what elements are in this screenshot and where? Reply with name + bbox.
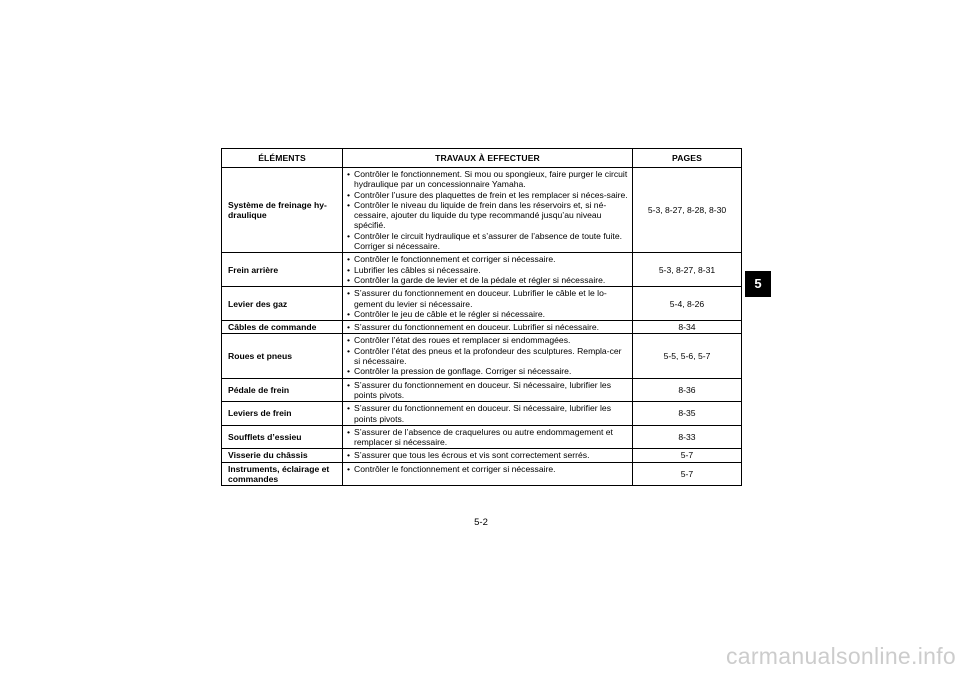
- table-row: [222, 402, 742, 426]
- task-item: • Contrôler l’état des pneus et la profondeur des sculptures. Rempla-cer si nécessaire.: [345, 346, 628, 367]
- element-cell: Câbles de commande: [222, 321, 343, 334]
- tasks-cell: [343, 378, 633, 402]
- pages-cell: 5-4, 8-26: [633, 287, 742, 321]
- page-number: 5-2: [474, 517, 488, 528]
- maintenance-table: [221, 148, 742, 486]
- element-cell: Système de freinage hy-draulique: [222, 168, 343, 253]
- pages-cell: 8-34: [633, 321, 742, 334]
- task-item: • Contrôler le circuit hydraulique et s’assurer de l’absence de toute fuite. Corriger si nécessaire.: [345, 231, 628, 252]
- tasks-cell: [343, 287, 633, 321]
- task-item: • S’assurer du fonctionnement en douceur. Lubrifier si nécessaire.: [345, 322, 628, 332]
- table-row: [222, 287, 742, 321]
- table-row: [222, 425, 742, 449]
- task-item: • S’assurer de l’absence de craquelures ou autre endommagement et remplacer si nécessaire.: [345, 427, 628, 448]
- task-item: • Lubrifier les câbles si nécessaire.: [345, 265, 628, 275]
- pages-cell: 5-7: [633, 449, 742, 462]
- pages-cell: 8-36: [633, 378, 742, 402]
- chapter-tab: 5: [745, 271, 771, 297]
- table-row: [222, 462, 742, 486]
- tasks-cell: [343, 321, 633, 334]
- table-row: [222, 449, 742, 462]
- table-row: [222, 378, 742, 402]
- pages-cell: 5-5, 5-6, 5-7: [633, 334, 742, 378]
- element-cell: Leviers de frein: [222, 402, 343, 426]
- table-row: [222, 334, 742, 378]
- task-item: • Contrôler le fonctionnement et corriger si nécessaire.: [345, 254, 628, 264]
- column-header-elements: ÉLÉMENTS: [222, 149, 343, 168]
- task-item: • S’assurer du fonctionnement en douceur. Lubrifier le câble et le lo-gement du levier si nécessaire.: [345, 288, 628, 309]
- element-cell: Soufflets d’essieu: [222, 425, 343, 449]
- tasks-cell: [343, 253, 633, 287]
- pages-cell: 8-35: [633, 402, 742, 426]
- column-header-tasks: TRAVAUX À EFFECTUER: [343, 149, 633, 168]
- element-cell: Pédale de frein: [222, 378, 343, 402]
- pages-cell: 5-7: [633, 462, 742, 486]
- pages-cell: 5-3, 8-27, 8-28, 8-30: [633, 168, 742, 253]
- element-cell: Frein arrière: [222, 253, 343, 287]
- tasks-cell: [343, 334, 633, 378]
- table-row: [222, 321, 742, 334]
- pages-cell: 5-3, 8-27, 8-31: [633, 253, 742, 287]
- task-item: • Contrôler l’usure des plaquettes de frein et les remplacer si néces-saire.: [345, 190, 628, 200]
- task-item: • S’assurer que tous les écrous et vis sont correctement serrés.: [345, 450, 628, 460]
- task-item: • S’assurer du fonctionnement en douceur. Si nécessaire, lubrifier les points pivots.: [345, 380, 628, 401]
- tasks-cell: [343, 168, 633, 253]
- element-cell: Visserie du châssis: [222, 449, 343, 462]
- element-cell: Levier des gaz: [222, 287, 343, 321]
- pages-cell: 8-33: [633, 425, 742, 449]
- table-row: [222, 168, 742, 253]
- task-item: • Contrôler le fonctionnement. Si mou ou spongieux, faire purger le circuit hydraulique par un concessionnaire Yamaha.: [345, 169, 628, 190]
- element-cell: Instruments, éclairage et commandes: [222, 462, 343, 486]
- task-item: • Contrôler le jeu de câble et le régler si nécessaire.: [345, 309, 628, 319]
- tasks-cell: [343, 449, 633, 462]
- task-item: • Contrôler l’état des roues et remplacer si endommagées.: [345, 335, 628, 345]
- task-item: • Contrôler le niveau du liquide de frein dans les réservoirs et, si né-cessaire, ajouter du liquide du type recommandé jusqu’au niveau spécifié.: [345, 200, 628, 231]
- element-cell: Roues et pneus: [222, 334, 343, 378]
- table-row: [222, 253, 742, 287]
- tasks-cell: [343, 402, 633, 426]
- table-header-row: [222, 149, 742, 168]
- watermark-text: carmanualsonline.info: [725, 643, 956, 669]
- tasks-cell: [343, 425, 633, 449]
- tasks-cell: [343, 462, 633, 486]
- task-item: • Contrôler le fonctionnement et corriger si nécessaire.: [345, 464, 628, 474]
- task-item: • Contrôler la garde de levier et de la pédale et régler si nécessaire.: [345, 275, 628, 285]
- column-header-pages: PAGES: [633, 149, 742, 168]
- task-item: • Contrôler la pression de gonflage. Corriger si nécessaire.: [345, 366, 628, 376]
- task-item: • S’assurer du fonctionnement en douceur. Si nécessaire, lubrifier les points pivots.: [345, 403, 628, 424]
